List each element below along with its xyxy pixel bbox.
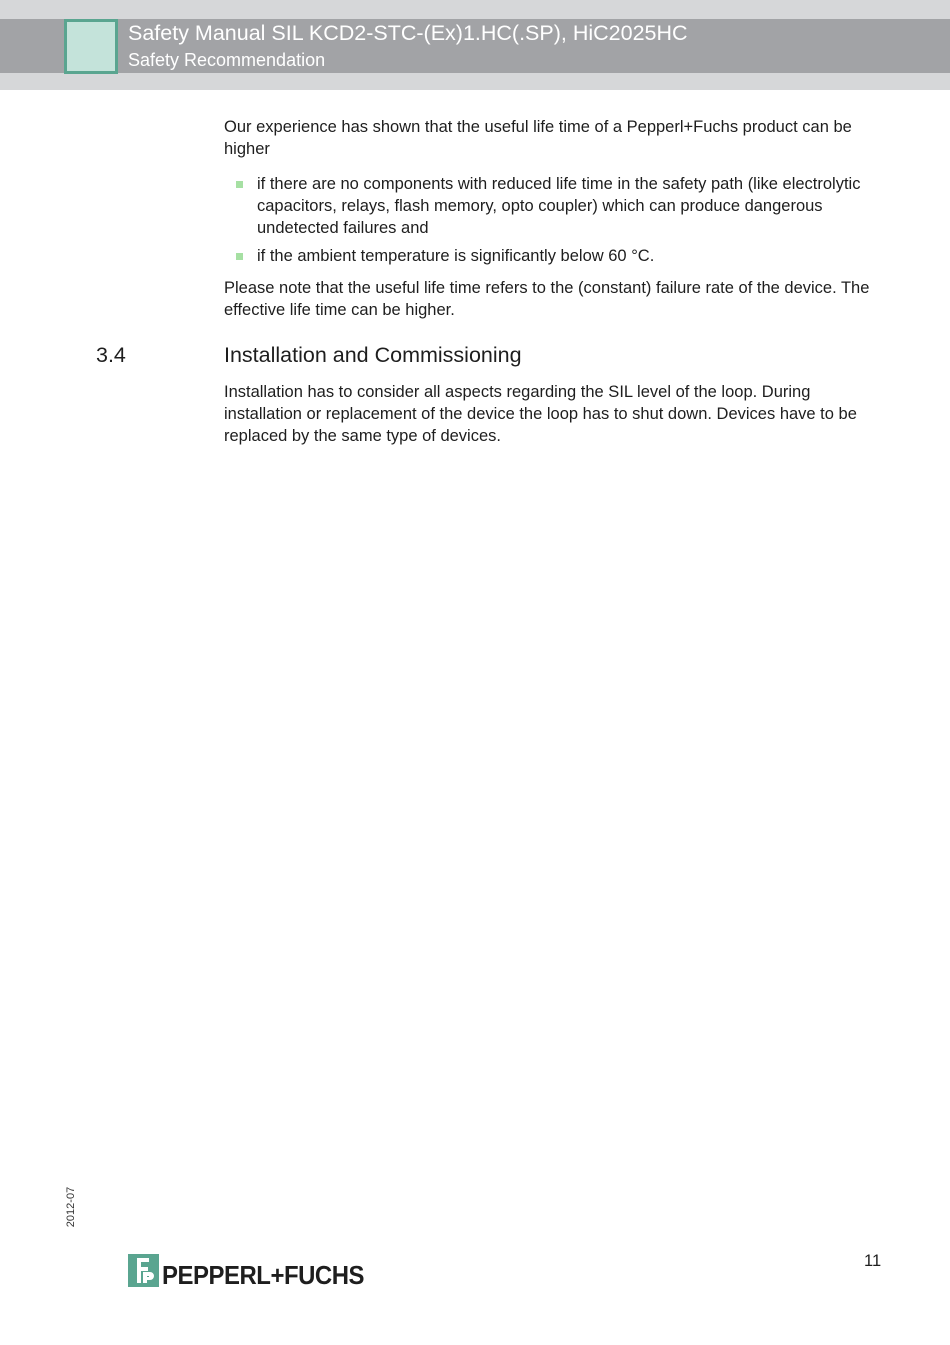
intro-paragraph: Our experience has shown that the useful life time of a Pepperl+Fuchs product can be higher <box>224 118 852 158</box>
header-top-band <box>0 0 950 19</box>
header-accent-square <box>64 19 118 74</box>
document-title: Safety Manual SIL KCD2-STC-(Ex)1.HC(.SP), HiC2025HC <box>128 21 688 45</box>
page-number: 11 <box>864 1252 882 1270</box>
note-paragraph: Please note that the useful life time refers to the (constant) failure rate of the device. The effective life time can be higher. <box>224 279 870 319</box>
section-number: 3.4 <box>96 343 126 367</box>
bullet-square-icon <box>236 181 243 188</box>
bullet-text: if there are no components with reduced life time in the safety path (like electrolytic capacitors, relays, flash memory, opto coupler) which can produce dangerous undetected failures and <box>257 175 861 237</box>
revision-date: 2012-07 <box>65 1186 77 1228</box>
document-subtitle: Safety Recommendation <box>128 50 326 70</box>
section-paragraph: Installation has to consider all aspects regarding the SIL level of the loop. During installation or replacement of the device the loop has to shut down. Devices have to be replaced by the same type of devices. <box>224 383 857 445</box>
logo-mark-icon <box>128 1254 159 1287</box>
bullet-text: if the ambient temperature is significantly below 60 °C. <box>257 247 655 265</box>
section-title: Installation and Commissioning <box>224 343 522 367</box>
bullet-square-icon <box>236 253 243 260</box>
logo-wordmark: PEPPERL+FUCHS <box>162 1260 365 1290</box>
header-bottom-band <box>0 73 950 90</box>
